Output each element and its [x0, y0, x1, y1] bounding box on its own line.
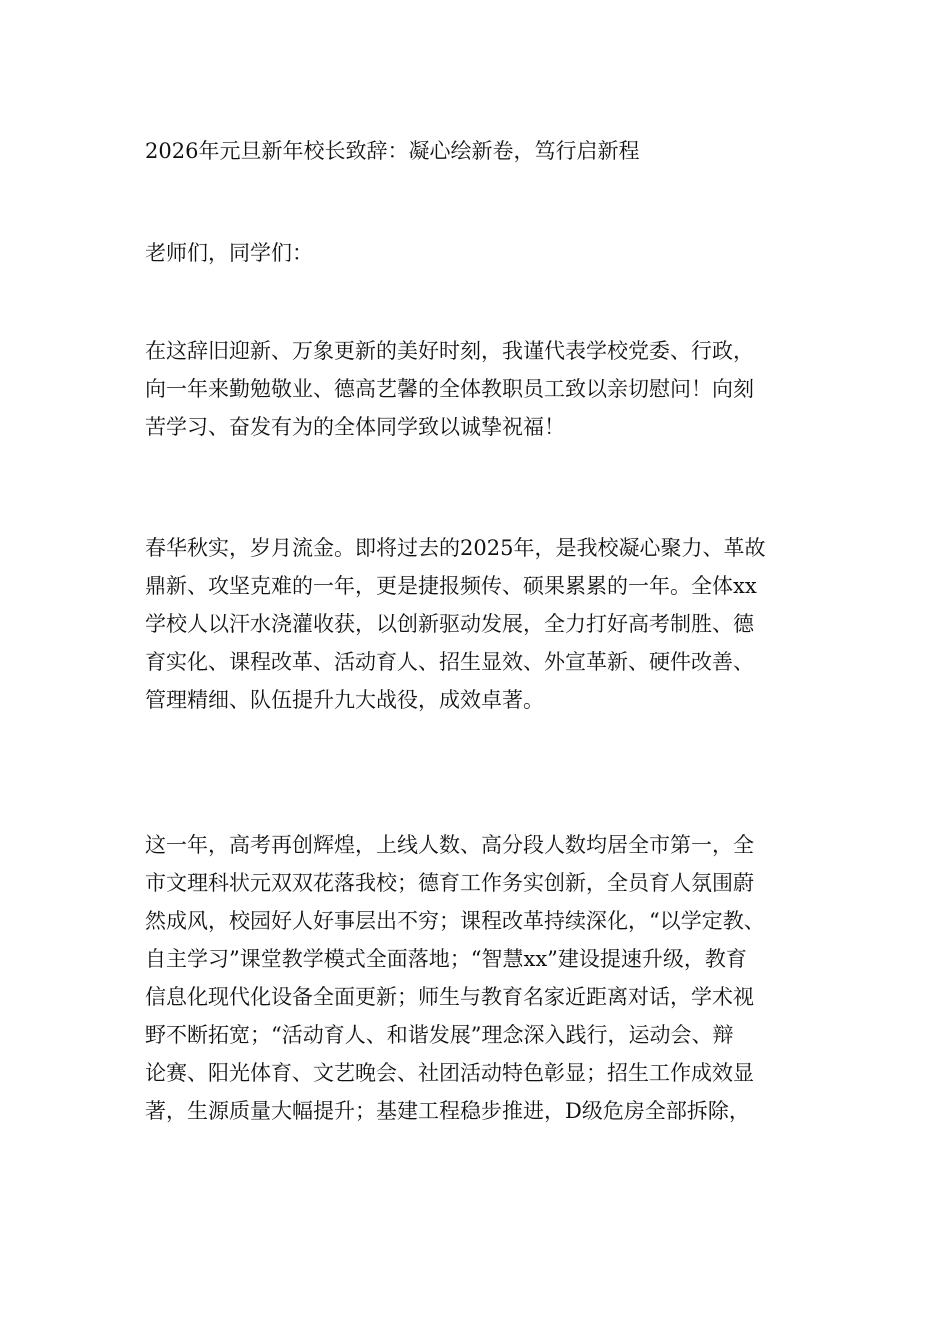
paragraph-2 [145, 533, 845, 723]
paragraph-1 [145, 336, 845, 450]
text-line: 管理精细、队伍提升九大战役，成效卓著。 [145, 688, 544, 712]
text-line: 学校人以汗水浇灌收获，以创新驱动发展，全力打好高考制胜、德 [145, 612, 754, 636]
text-line: 向一年来勤勉敬业、德高艺馨的全体教职员工致以亲切慰问！向刻 [145, 377, 754, 401]
document-title: 2026年元旦新年校长致辞：凝心绘新卷，笃行启新程 [145, 139, 640, 163]
text-line: 自主学习”课堂教学模式全面落地；“智慧xx”建设提速升级，教育 [145, 947, 747, 971]
text-line: 这一年，高考再创辉煌，上线人数、高分段人数均居全市第一，全 [145, 833, 754, 857]
text-line: 信息化现代化设备全面更新；师生与教育名家近距离对话，学术视 [145, 985, 754, 1009]
text-line: 野不断拓宽；“活动育人、和谐发展”理念深入践行，运动会、辩 [145, 1023, 734, 1047]
salutation: 老师们，同学们： [145, 241, 313, 265]
text-line: 苦学习、奋发有为的全体同学致以诚挚祝福！ [145, 415, 565, 439]
text-line: 鼎新、攻坚克难的一年，更是捷报频传、硕果累累的一年。全体xx [145, 574, 757, 598]
text-line: 育实化、课程改革、活动育人、招生显效、外宣革新、硬件改善、 [145, 650, 754, 674]
text-line: 著，生源质量大幅提升；基建工程稳步推进，D级危房全部拆除， [145, 1099, 750, 1123]
paragraph-3 [145, 830, 845, 1134]
text-line: 春华秋实，岁月流金。即将过去的2025年，是我校凝心聚力、革故 [145, 536, 766, 560]
text-line: 在这辞旧迎新、万象更新的美好时刻，我谨代表学校党委、行政， [145, 339, 754, 363]
text-line: 市文理科状元双双花落我校；德育工作务实创新，全员育人氛围蔚 [145, 871, 754, 895]
text-line: 然成风，校园好人好事层出不穷；课程改革持续深化，“以学定教、 [145, 909, 765, 933]
text-line: 论赛、阳光体育、文艺晚会、社团活动特色彰显；招生工作成效显 [145, 1061, 754, 1085]
